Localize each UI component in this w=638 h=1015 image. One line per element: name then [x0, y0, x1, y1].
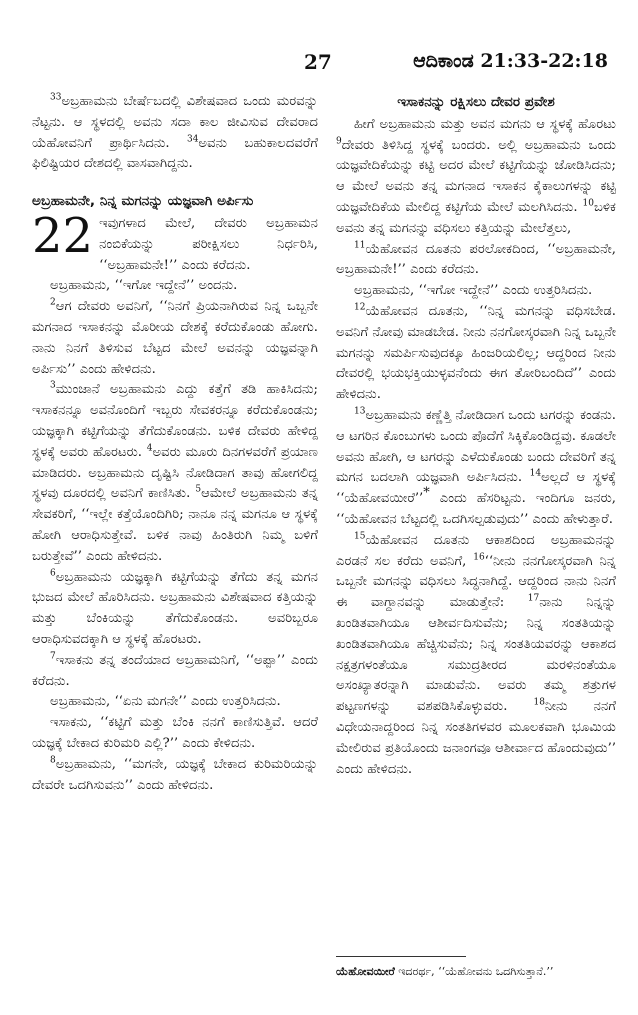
verse-text: ನೀನು ನನಗೆ ವಿಧೇಯನಾದ್ದರಿಂದ ನಿನ್ನ ಸಂತತಿಗಳವರ ಮೂಲಕವಾಗಿ ಭೂಮಿಯ ಮೇಲಿರುವ ಪ್ರತಿಯೊಂದು ಜನಾಂಗವೂ ಆಶೀರ್ವಾದ ಹೊಂದುವುದು’’ ಎಂದು ಹೇಳಿದನು.: [336, 699, 616, 777]
book-reference: ಆದಿಕಾಂಡ 21:33-22:18: [413, 50, 608, 72]
verse-paragraph: [32, 568, 318, 651]
verse-number: 8: [50, 755, 56, 766]
verse-number: 34: [186, 134, 199, 145]
verse-text: ಅಬ್ರಹಾಮನು, ‘‘ಮಗನೇ, ಯಜ್ಞಕ್ಕೆ ಬೇಕಾದ ಕುರಿಮರಿಯನ್ನು ದೇವರೇ ಒದಗಿಸುವನು’’ ಎಂದು ಹೇಳಿದನು.: [32, 756, 318, 793]
verse-text: ಅಬ್ರಹಾಮನು ಕಣ್ಣೆತ್ತಿ ನೋಡಿದಾಗ ಒಂದು ಟಗರನ್ನು ಕಂಡನು. ಆ ಟಗರಿನ ಕೊಂಬುಗಳು ಒಂದು ಪೊದೆಗೆ ಸಿಕ್ಕಿಕೊಂಡಿದ್ದವು. ಕೂಡಲೇ ಅವನು ಹೋಗಿ, ಆ ಟಗರನ್ನು ಎಳೆದುಕೊಂಡು ಬಂದು ದೇವರಿಗೆ ತನ್ನ ಮಗನ ಬದಲಾಗಿ ಯಜ್ಞವಾಗಿ ಅರ್ಪಿಸಿದನು.: [336, 407, 617, 486]
verse-paragraph: [32, 755, 318, 797]
footnote-marker[interactable]: *: [423, 485, 430, 501]
verse-text: ಅಬ್ರಹಾಮನು, ‘‘ಏನು ಮಗನೇ’’ ಎಂದು ಉತ್ತರಿಸಿದನು.: [50, 694, 281, 710]
verse-number: 14: [529, 468, 542, 479]
verse-text: ಹೀಗೆ ಅಬ್ರಹಾಮನು ಮತ್ತು ಅವನ ಮಗನು ಆ ಸ್ಥಳಕ್ಕೆ ಹೊರಟು: [354, 116, 616, 132]
verse-number: 12: [354, 302, 366, 313]
verse-number: 15: [354, 531, 366, 542]
verse-text: ಬಳಿಕ ಅವನು ತನ್ನ ಮಗನನ್ನು ವಧಿಸಲು ಕತ್ತಿಯನ್ನು ಮೇಲೆತ್ತಲು,: [336, 199, 616, 236]
verse-number: 6: [50, 568, 56, 579]
verse-number: 2: [50, 297, 56, 308]
verse-text: ಯೆಹೋವನ ದೂತನು, ‘‘ನಿನ್ನ ಮಗನನ್ನು ವಧಿಸಬೇಡ. ಅವನಿಗೆ ನೋವು ಮಾಡಬೇಡ. ನೀನು ನನಗೋಸ್ಕರವಾಗಿ ನಿನ್ನ ಒಬ್ಬನೇ ಮಗನನ್ನು ಸಮರ್ಪಿಸುವುದಕ್ಕೂ ಹಿಂಜರಿಯಲಿಲ್ಲ; ಆದ್ದರಿಂದ ನೀನು ದೇವರಲ್ಲಿ ಭಯಭಕ್ತಿಯುಳ್ಳವನೆಂದು ಈಗ ತೋರಿಬಂದಿದೆ’’ ಎಂದು ಹೇಳಿದನು.: [336, 303, 616, 403]
right-column: [336, 92, 616, 780]
section-heading: ಅಬ್ರಹಾಮನೇ, ನಿನ್ನ ಮಗನನ್ನು ಯಜ್ಞವಾಗಿ ಅರ್ಪಿಸು: [32, 193, 254, 210]
verse-paragraph: [336, 302, 616, 406]
verse-text: ಆಗ ದೇವರು ಅವನಿಗೆ, ‘‘ನಿನಗೆ ಪ್ರಿಯನಾಗಿರುವ ನಿನ್ನ ಒಬ್ಬನೇ ಮಗನಾದ ಇಸಾಕನನ್ನು ಮೊರೀಯ ದೇಶಕ್ಕೆ ಕರೆದುಕೊಂಡು ಹೋಗು. ನಾನು ನಿನಗೆ ತಿಳಿಸುವ ಬೆಟ್ಟದ ಮೇಲೆ ಅವನನ್ನು ಯಜ್ಞವನ್ನಾಗಿ ಅರ್ಪಿಸು’’ ಎಂದು ಹೇಳಿದನು.: [32, 299, 318, 377]
verse-number: 16: [473, 552, 485, 563]
verse-text: ಇಸಾಕನು ತನ್ನ ತಂದೆಯಾದ ಅಬ್ರಹಾಮನಿಗೆ, ‘‘ಅಪ್ಪಾ’’ ಎಂದು ಕರೆದನು.: [32, 652, 318, 689]
verse-paragraph: [336, 406, 616, 531]
verse-text: ‘‘ನೀನು ನನಗೋಸ್ಕರವಾಗಿ ನಿನ್ನ ಒಬ್ಬನೇ ಮಗನನ್ನು ವಧಿಸಲು ಸಿದ್ಧನಾಗಿದ್ದೆ. ಆದ್ದರಿಂದ ನಾನು ನಿನಗೆ ಈ ವಾಗ್ದಾನವನ್ನು ಮಾಡುತ್ತೇನೆ:: [336, 553, 616, 611]
verse-number: 4: [146, 443, 153, 454]
verse-text: ಇವುಗಳಾದ ಮೇಲೆ, ದೇವರು ಅಬ್ರಹಾಮನ ನಂಬಿಕೆಯನ್ನು ಪರೀಕ್ಷಿಸಲು ನಿರ್ಧರಿಸಿ, ‘‘ಅಬ್ರಹಾಮನೇ!’’ ಎಂದು ಕರೆದನು.: [99, 215, 318, 273]
verse-paragraph: [32, 297, 318, 380]
verse-text: ಅಬ್ರಹಾಮನು ಯಜ್ಞಕ್ಕಾಗಿ ಕಟ್ಟಿಗೆಯನ್ನು ತೆಗೆದು ತನ್ನ ಮಗನ ಭುಜದ ಮೇಲೆ ಹೊರಿಸಿದನು. ಅಬ್ರಹಾಮನು ವಿಶೇಷವಾದ ಕತ್ತಿಯನ್ನು ಮತ್ತು ಬೆಂಕಿಯನ್ನು ತೆಗೆದುಕೊಂಡನು. ಅವರಿಬ್ಬರೂ ಆರಾಧಿಸುವದಕ್ಕಾಗಿ ಆ ಸ್ಥಳಕ್ಕೆ ಹೊರಟರು.: [32, 569, 318, 647]
verse-number: 11: [354, 240, 366, 251]
verse-paragraph: [32, 692, 318, 713]
verse-text: ಆಮೇಲೆ ಅಬ್ರಹಾಮನು ತನ್ನ ಸೇವಕರಿಗೆ, ‘‘ಇಲ್ಲೇ ಕತ್ತೆಯೊಂದಿಗಿರಿ; ನಾನೂ ನನ್ನ ಮಗನೂ ಆ ಸ್ಥಳಕ್ಕೆ ಹೋಗಿ ಆರಾಧಿಸುತ್ತೇವೆ. ಬಳಿಕ ನಾವು ಹಿಂತಿರುಗಿ ನಿಮ್ಮ ಬಳಿಗೆ ಬರುತ್ತೇವೆ’’ ಎಂದು ಹೇಳಿದನು.: [32, 486, 318, 564]
verse-text: ಅವರು ಮೂರು ದಿನಗಳವರೆಗೆ ಪ್ರಯಾಣ ಮಾಡಿದರು. ಅಬ್ರಹಾಮನು ದೃಷ್ಟಿಸಿ ನೋಡಿದಾಗ ತಾವು ಹೋಗಲಿದ್ದ ಸ್ಥಳವು ದೂರದಲ್ಲಿ ಅವನಿಗೆ ಕಾಣಿಸಿತು.: [32, 444, 318, 502]
verse-text: ನಾನು ನಿನ್ನನ್ನು ಖಂಡಿತವಾಗಿಯೂ ಆಶೀರ್ವದಿಸುವೆನು; ನಿನ್ನ ಸಂತತಿಯನ್ನು ಖಂಡಿತವಾಗಿಯೂ ಹೆಚ್ಚಿಸುವೆನು; ನಿನ್ನ ಸಂತತಿಯವರನ್ನು ಆಕಾಶದ ನಕ್ಷತ್ರಗಳಂತೆಯೂ ಸಮುದ್ರತೀರದ ಮರಳಿನಂತೆಯೂ ಅಸಂಖ್ಯಾತರನ್ನಾಗಿ ಮಾಡುವೆನು. ಅವರು ತಮ್ಮ ಶತ್ರುಗಳ ಪಟ್ಟಣಗಳನ್ನು ವಶಪಡಿಸಿಕೊಳ್ಳುವರು.: [336, 595, 616, 715]
verse-paragraph: [32, 651, 318, 693]
left-column: [32, 92, 318, 796]
verse-paragraph: [336, 531, 616, 781]
verse-number: 9: [336, 136, 342, 147]
verse-paragraph: [336, 240, 616, 282]
verse-number: 7: [50, 651, 56, 662]
verse-text: ಅಬ್ರಹಾಮನು, ‘‘ಇಗೋ ಇದ್ದೇನೆ’’ ಅಂದನು.: [50, 278, 238, 294]
chapter-number: 22: [32, 207, 94, 264]
chapter-opening: [32, 207, 318, 276]
verse-paragraph: [336, 115, 616, 240]
verse-text: ಅಬ್ರಹಾಮನು, ‘‘ಇಗೋ ಇದ್ದೇನೆ’’ ಎಂದು ಉತ್ತರಿಸಿದನು.: [354, 283, 593, 299]
verse-paragraph: [32, 92, 318, 175]
section-heading: ಇಸಾಕನನ್ನು ರಕ್ಷಿಸಲು ದೇವರ ಪ್ರವೇಶ: [397, 94, 555, 110]
verse-text: ಅವನು ಬಹುಕಾಲದವರೆಗೆ ಫಿಲಿಷ್ಟಿಯರ ದೇಶದಲ್ಲಿ ವಾಸವಾಗಿದ್ದನು.: [32, 135, 318, 172]
verse-number: 10: [582, 198, 594, 209]
verse-text: ಇಸಾಕನು, ‘‘ಕಟ್ಟಿಗೆ ಮತ್ತು ಬೆಂಕಿ ನನಗೆ ಕಾಣಿಸುತ್ತಿವೆ. ಆದರೆ ಯಜ್ಞಕ್ಕೆ ಬೇಕಾದ ಕುರಿಮರಿ ಎಲ್ಲಿ?’’ ಎಂದು ಕೇಳಿದನು.: [32, 715, 318, 751]
footnote-term: ಯೆಹೋವಯೀರೆ: [336, 965, 395, 978]
footnote-divider: [336, 956, 466, 957]
verse-paragraph: [336, 281, 616, 302]
footnote-text: ಇದರರ್ಥ, ‘‘ಯೆಹೋವನು ಒದಗಿಸುತ್ತಾನೆ.’’: [394, 965, 554, 978]
verse-number: 33: [50, 92, 62, 103]
verse-paragraph: [32, 380, 318, 567]
verse-text: ಯೆಹೋವನ ದೂತನು ಪರಲೋಕದಿಂದ, ‘‘ಅಬ್ರಹಾಮನೇ, ಅಬ್ರಹಾಮನೇ!’’ ಎಂದು ಕರೆದನು.: [336, 241, 616, 278]
verse-number: 17: [527, 593, 540, 604]
verse-text: ಅಲ್ಲದೆ ಆ ಸ್ಥಳಕ್ಕೆ ‘‘ಯೆಹೋವಯೀರೆ’’: [336, 470, 616, 507]
verse-number: 5: [195, 484, 202, 495]
verse-text: ಅಬ್ರಹಾಮನು ಬೇರ್ಷೆಬದಲ್ಲಿ ವಿಶೇಷವಾದ ಒಂದು ಮರವನ್ನು ನೆಟ್ಟನು. ಆ ಸ್ಥಳದಲ್ಲಿ ಅವನು ಸದಾ ಕಾಲ ಜೀವಿಸುವ ದೇವರಾದ ಯೆಹೋವನಿಗೆ ಪ್ರಾರ್ಥಿಸಿದನು.: [32, 94, 318, 151]
verse-text: ಯೆಹೋವನ ದೂತನು ಆಕಾಶದಿಂದ ಅಬ್ರಹಾಮನನ್ನು ಎರಡನೆ ಸಲ ಕರೆದು ಅವನಿಗೆ,: [336, 532, 616, 569]
verse-number: 18: [533, 697, 545, 708]
verse-text: ಮುಂಜಾನೆ ಅಬ್ರಹಾಮನು ಎದ್ದು ಕತ್ತೆಗೆ ತಡಿ ಹಾಕಿಸಿದನು; ಇಸಾಕನನ್ನೂ ಅವನೊಂದಿಗೆ ಇಬ್ಬರು ಸೇವಕರನ್ನೂ ಕರೆದುಕೊಂಡನು; ಯಜ್ಞಕ್ಕಾಗಿ ಕಟ್ಟಿಗೆಯನ್ನು ತೆಗೆದುಕೊಂಡನು. ಬಳಿಕ ದೇವರು ಹೇಳಿದ್ದ ಸ್ಥಳಕ್ಕೆ ಅವರು ಹೊರಟರು.: [32, 382, 318, 460]
verse-number: 3: [50, 380, 56, 391]
page-header: [0, 50, 638, 78]
verse-number: 13: [354, 406, 366, 417]
verse-paragraph: [32, 713, 318, 755]
page-number: 27: [304, 50, 332, 74]
verse-text: ಎಂದು ಹೆಸರಿಟ್ಟನು. ಇಂದಿಗೂ ಜನರು, ‘‘ಯೆಹೋವನ ಬೆಟ್ಟದಲ್ಲಿ ಒದಗಿಸಲ್ಪಡುವುದು’’ ಎಂದು ಹೇಳುತ್ತಾರೆ.: [336, 491, 616, 527]
footnote: [336, 964, 616, 980]
verse-text: ದೇವರು ತಿಳಿಸಿದ್ದ ಸ್ಥಳಕ್ಕೆ ಬಂದರು. ಅಲ್ಲಿ ಅಬ್ರಹಾಮನು ಒಂದು ಯಜ್ಞವೇದಿಕೆಯನ್ನು ಕಟ್ಟಿ ಅದರ ಮೇಲೆ ಕಟ್ಟಿಗೆಯನ್ನು ಜೋಡಿಸಿದನು; ಆ ಮೇಲೆ ಅವನು ತನ್ನ ಮಗನಾದ ಇಸಾಕನ ಕೈಕಾಲುಗಳನ್ನು ಕಟ್ಟಿ ಯಜ್ಞವೇದಿಕೆಯ ಮೇಲಿದ್ದ ಕಟ್ಟಿಗೆಯ ಮೇಲೆ ಮಲಗಿಸಿದನು.: [336, 137, 616, 215]
verse-paragraph: [32, 276, 318, 297]
